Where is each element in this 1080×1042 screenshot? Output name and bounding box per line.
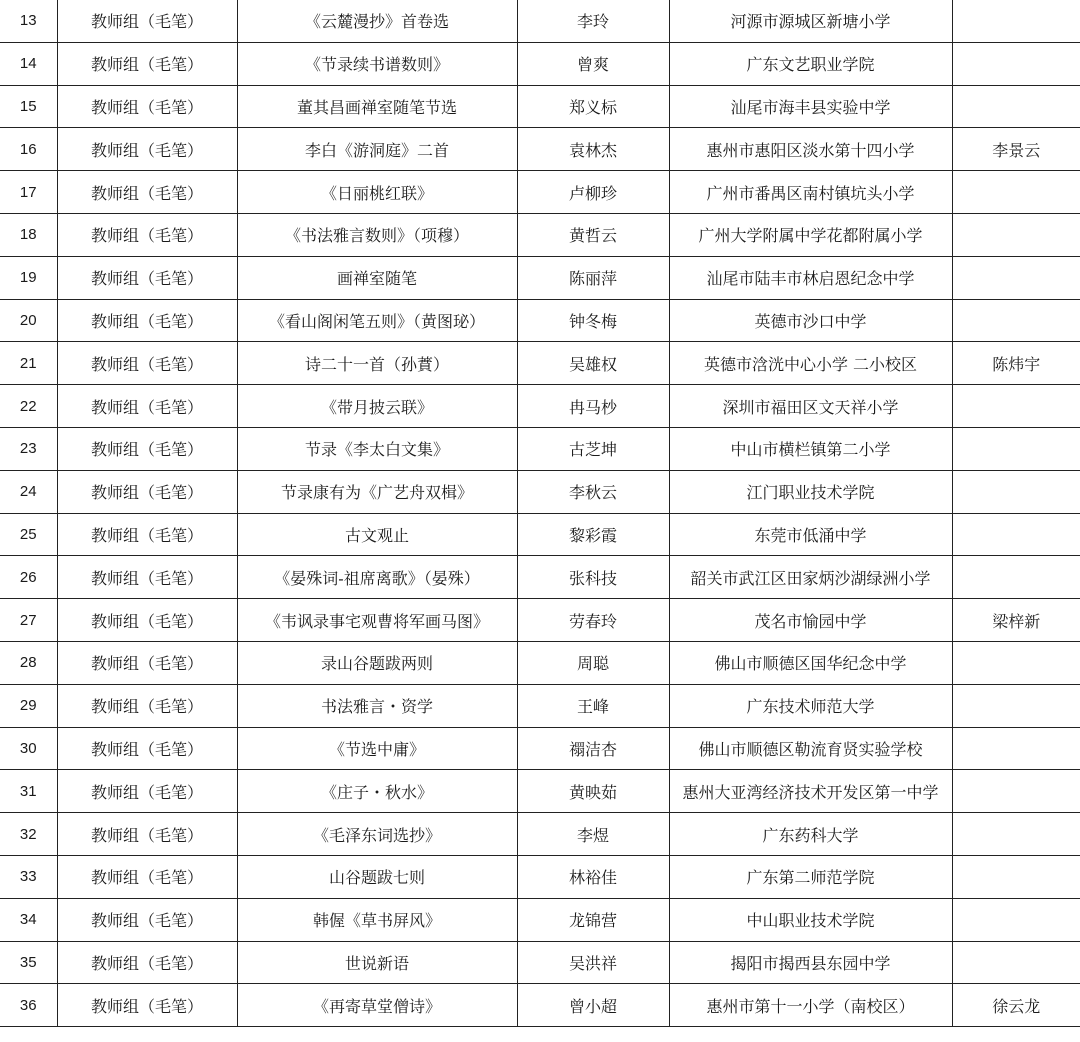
table-row (0, 984, 1080, 1027)
entry-group: 教师组（毛笔） (57, 0, 237, 42)
entry-number: 22 (0, 385, 57, 428)
entry-author-name: 黄哲云 (517, 213, 669, 256)
entry-tutor (952, 213, 1080, 256)
entry-work-title: 《毛泽东词选抄》 (237, 813, 517, 856)
table-row (0, 470, 1080, 513)
table-row (0, 556, 1080, 599)
entry-institution: 惠州大亚湾经济技术开发区第一中学 (669, 770, 952, 813)
entry-work-title: 节录《李太白文集》 (237, 427, 517, 470)
entry-author-name: 黎彩霞 (517, 513, 669, 556)
entry-work-title: 节录康有为《广艺舟双楫》 (237, 470, 517, 513)
entry-work-title: 《云麓漫抄》首卷选 (237, 0, 517, 42)
entry-tutor (952, 85, 1080, 128)
entry-institution: 佛山市顺德区国华纪念中学 (669, 641, 952, 684)
entry-tutor: 李景云 (952, 128, 1080, 171)
table-row (0, 898, 1080, 941)
entry-work-title: 《晏殊词-祖席离歌》（晏殊） (237, 556, 517, 599)
entry-work-title: 《书法雅言数则》（项穆） (237, 213, 517, 256)
entry-number: 25 (0, 513, 57, 556)
entry-institution: 揭阳市揭西县东园中学 (669, 941, 952, 984)
entry-author-name: 郑义标 (517, 85, 669, 128)
entry-tutor (952, 385, 1080, 428)
table-row (0, 855, 1080, 898)
entry-tutor: 徐云龙 (952, 984, 1080, 1027)
entry-institution: 广东第二师范学院 (669, 855, 952, 898)
entry-number: 36 (0, 984, 57, 1027)
entry-number: 26 (0, 556, 57, 599)
entry-number: 30 (0, 727, 57, 770)
entry-work-title: 世说新语 (237, 941, 517, 984)
entry-group: 教师组（毛笔） (57, 898, 237, 941)
entry-group: 教师组（毛笔） (57, 556, 237, 599)
entry-group: 教师组（毛笔） (57, 770, 237, 813)
entry-institution: 英德市沙口中学 (669, 299, 952, 342)
entry-group: 教师组（毛笔） (57, 385, 237, 428)
entry-tutor: 陈炜宇 (952, 342, 1080, 385)
entry-institution: 韶关市武江区田家炳沙湖绿洲小学 (669, 556, 952, 599)
entry-institution: 广州市番禺区南村镇坑头小学 (669, 171, 952, 214)
entry-group: 教师组（毛笔） (57, 427, 237, 470)
table-row (0, 599, 1080, 642)
entry-author-name: 卢柳珍 (517, 171, 669, 214)
entry-work-title: 《韦讽录事宅观曹将军画马图》 (237, 599, 517, 642)
entry-work-title: 李白《游洞庭》二首 (237, 128, 517, 171)
entry-author-name: 古芝坤 (517, 427, 669, 470)
entry-number: 27 (0, 599, 57, 642)
entry-author-name: 吴洪祥 (517, 941, 669, 984)
table-row (0, 171, 1080, 214)
entry-group: 教师组（毛笔） (57, 813, 237, 856)
entry-institution: 江门职业技术学院 (669, 470, 952, 513)
entry-author-name: 黄映茹 (517, 770, 669, 813)
entry-tutor (952, 898, 1080, 941)
entry-number: 21 (0, 342, 57, 385)
entry-group: 教师组（毛笔） (57, 128, 237, 171)
entry-number: 32 (0, 813, 57, 856)
entry-group: 教师组（毛笔） (57, 42, 237, 85)
entry-institution: 广州大学附属中学花都附属小学 (669, 213, 952, 256)
entry-tutor (952, 171, 1080, 214)
entry-number: 28 (0, 641, 57, 684)
entry-author-name: 禤洁杏 (517, 727, 669, 770)
entry-author-name: 龙锦营 (517, 898, 669, 941)
entry-author-name: 林裕佳 (517, 855, 669, 898)
entry-work-title: 录山谷题跋两则 (237, 641, 517, 684)
entry-author-name: 劳春玲 (517, 599, 669, 642)
entry-work-title: 董其昌画禅室随笔节选 (237, 85, 517, 128)
table-row (0, 513, 1080, 556)
entry-tutor (952, 513, 1080, 556)
table-row (0, 42, 1080, 85)
entry-tutor (952, 470, 1080, 513)
entry-institution: 中山职业技术学院 (669, 898, 952, 941)
entry-institution: 东莞市低涌中学 (669, 513, 952, 556)
entry-institution: 河源市源城区新塘小学 (669, 0, 952, 42)
entry-number: 35 (0, 941, 57, 984)
entry-number: 14 (0, 42, 57, 85)
entry-tutor (952, 813, 1080, 856)
table-row (0, 85, 1080, 128)
entry-number: 17 (0, 171, 57, 214)
entry-institution: 惠州市第十一小学（南校区） (669, 984, 952, 1027)
entry-author-name: 周聪 (517, 641, 669, 684)
entry-work-title: 《日丽桃红联》 (237, 171, 517, 214)
entry-number: 29 (0, 684, 57, 727)
entry-work-title: 韩偓《草书屏风》 (237, 898, 517, 941)
entry-tutor (952, 299, 1080, 342)
entry-work-title: 《看山阁闲笔五则》（黄图珌） (237, 299, 517, 342)
entry-institution: 广东技术师范大学 (669, 684, 952, 727)
entry-number: 20 (0, 299, 57, 342)
entry-group: 教师组（毛笔） (57, 171, 237, 214)
entry-tutor (952, 770, 1080, 813)
entry-institution: 中山市横栏镇第二小学 (669, 427, 952, 470)
entry-tutor (952, 727, 1080, 770)
table-row (0, 727, 1080, 770)
entry-group: 教师组（毛笔） (57, 213, 237, 256)
entry-group: 教师组（毛笔） (57, 855, 237, 898)
entry-tutor (952, 556, 1080, 599)
entry-institution: 深圳市福田区文天祥小学 (669, 385, 952, 428)
entry-group: 教师组（毛笔） (57, 470, 237, 513)
table-row (0, 941, 1080, 984)
entry-work-title: 诗二十一首（孙蕡） (237, 342, 517, 385)
table-row (0, 213, 1080, 256)
entry-tutor (952, 42, 1080, 85)
entry-work-title: 《再寄草堂僧诗》 (237, 984, 517, 1027)
entry-number: 33 (0, 855, 57, 898)
entry-author-name: 袁林杰 (517, 128, 669, 171)
entry-group: 教师组（毛笔） (57, 684, 237, 727)
entry-number: 23 (0, 427, 57, 470)
entry-number: 19 (0, 256, 57, 299)
entry-tutor (952, 684, 1080, 727)
entry-work-title: 画禅室随笔 (237, 256, 517, 299)
entry-tutor: 梁梓新 (952, 599, 1080, 642)
table-row (0, 770, 1080, 813)
entry-number: 15 (0, 85, 57, 128)
table-row (0, 128, 1080, 171)
table-row (0, 0, 1080, 42)
entry-author-name: 钟冬梅 (517, 299, 669, 342)
entry-author-name: 陈丽萍 (517, 256, 669, 299)
entry-number: 13 (0, 0, 57, 42)
entry-work-title: 书法雅言・资学 (237, 684, 517, 727)
entry-institution: 英德市浛洸中心小学 二小校区 (669, 342, 952, 385)
entry-tutor (952, 427, 1080, 470)
table-row (0, 813, 1080, 856)
entry-number: 34 (0, 898, 57, 941)
entry-institution: 茂名市愉园中学 (669, 599, 952, 642)
entry-tutor (952, 256, 1080, 299)
entry-work-title: 《带月披云联》 (237, 385, 517, 428)
entry-author-name: 李煜 (517, 813, 669, 856)
entry-group: 教师组（毛笔） (57, 85, 237, 128)
entry-author-name: 吴雄权 (517, 342, 669, 385)
entry-group: 教师组（毛笔） (57, 984, 237, 1027)
table-row (0, 641, 1080, 684)
entry-author-name: 张科技 (517, 556, 669, 599)
table-row (0, 256, 1080, 299)
entry-work-title: 《节录续书谱数则》 (237, 42, 517, 85)
entry-number: 18 (0, 213, 57, 256)
entry-institution: 广东药科大学 (669, 813, 952, 856)
entry-tutor (952, 855, 1080, 898)
entry-group: 教师组（毛笔） (57, 299, 237, 342)
entry-group: 教师组（毛笔） (57, 342, 237, 385)
entry-number: 31 (0, 770, 57, 813)
entry-author-name: 曾小超 (517, 984, 669, 1027)
table-row (0, 385, 1080, 428)
entry-tutor (952, 941, 1080, 984)
table-row (0, 342, 1080, 385)
entry-number: 24 (0, 470, 57, 513)
entry-group: 教师组（毛笔） (57, 513, 237, 556)
entry-work-title: 古文观止 (237, 513, 517, 556)
entry-work-title: 《节选中庸》 (237, 727, 517, 770)
table-row (0, 684, 1080, 727)
entry-work-title: 山谷题跋七则 (237, 855, 517, 898)
entry-work-title: 《庄子・秋水》 (237, 770, 517, 813)
entry-tutor (952, 641, 1080, 684)
entry-tutor (952, 0, 1080, 42)
entry-author-name: 冉马杪 (517, 385, 669, 428)
table-row (0, 427, 1080, 470)
entry-institution: 惠州市惠阳区淡水第十四小学 (669, 128, 952, 171)
entry-author-name: 李玲 (517, 0, 669, 42)
entry-group: 教师组（毛笔） (57, 256, 237, 299)
entry-number: 16 (0, 128, 57, 171)
entry-institution: 广东文艺职业学院 (669, 42, 952, 85)
entry-group: 教师组（毛笔） (57, 941, 237, 984)
entry-group: 教师组（毛笔） (57, 599, 237, 642)
entry-author-name: 王峰 (517, 684, 669, 727)
entry-group: 教师组（毛笔） (57, 641, 237, 684)
entry-author-name: 李秋云 (517, 470, 669, 513)
table-row (0, 299, 1080, 342)
entry-author-name: 曾爽 (517, 42, 669, 85)
entry-group: 教师组（毛笔） (57, 727, 237, 770)
entry-institution: 佛山市顺德区勒流育贤实验学校 (669, 727, 952, 770)
entry-institution: 汕尾市海丰县实验中学 (669, 85, 952, 128)
entry-institution: 汕尾市陆丰市林启恩纪念中学 (669, 256, 952, 299)
